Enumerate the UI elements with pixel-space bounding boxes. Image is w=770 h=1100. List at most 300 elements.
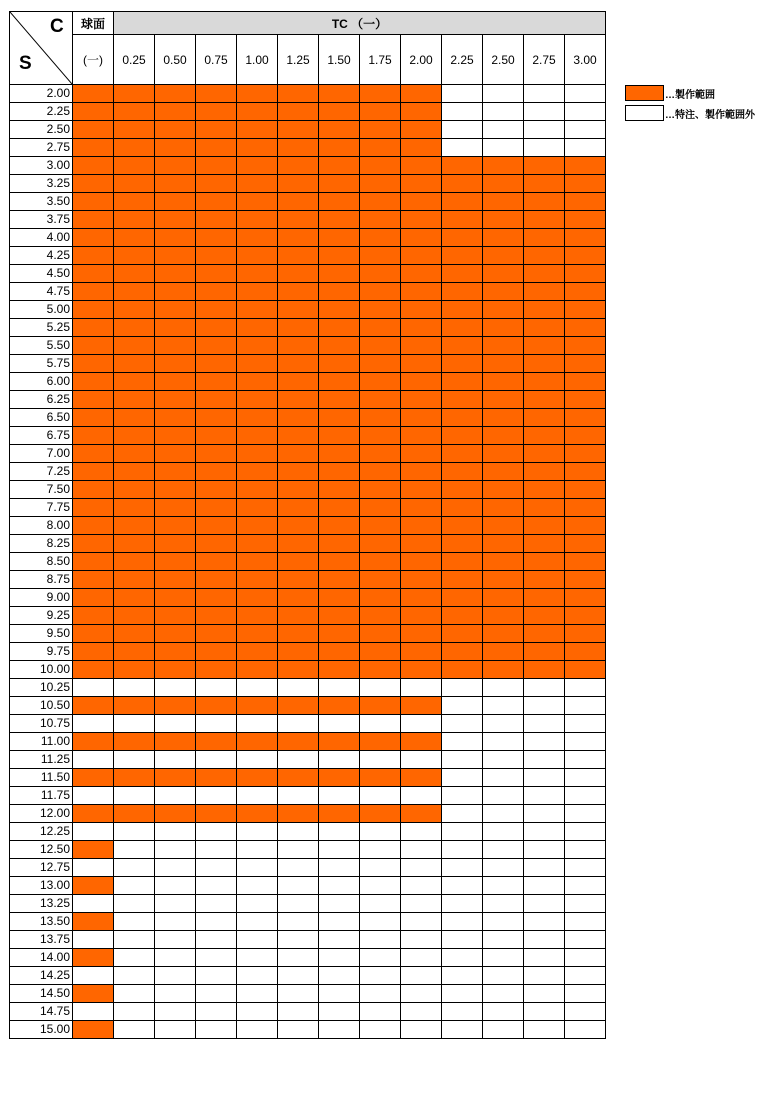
cell-unavailable xyxy=(360,823,401,841)
cell-unavailable xyxy=(237,967,278,985)
cell-unavailable xyxy=(524,697,565,715)
cell-unavailable xyxy=(483,1003,524,1021)
cell-available xyxy=(360,553,401,571)
cell-available xyxy=(483,373,524,391)
cell-unavailable xyxy=(196,931,237,949)
cell-available xyxy=(360,481,401,499)
cell-available xyxy=(401,535,442,553)
availability-table xyxy=(9,11,606,1039)
cell-available xyxy=(278,337,319,355)
cell-unavailable xyxy=(401,787,442,805)
cell-available xyxy=(155,373,196,391)
cell-available xyxy=(442,157,483,175)
cell-unavailable xyxy=(196,1021,237,1039)
cell-available xyxy=(196,499,237,517)
cell-available xyxy=(483,193,524,211)
cell-available xyxy=(401,265,442,283)
cell-unavailable xyxy=(565,121,606,139)
s-value: 13.25 xyxy=(10,895,73,913)
cell-available xyxy=(73,481,114,499)
cell-available xyxy=(483,355,524,373)
cell-available xyxy=(319,211,360,229)
cell-available xyxy=(401,283,442,301)
tc-column-header: 1.00 xyxy=(237,35,278,85)
cell-unavailable xyxy=(483,679,524,697)
cell-available xyxy=(565,463,606,481)
cell-available xyxy=(442,517,483,535)
cell-available xyxy=(401,157,442,175)
cell-unavailable xyxy=(524,769,565,787)
cell-available xyxy=(401,193,442,211)
cell-available xyxy=(278,211,319,229)
cell-available xyxy=(73,769,114,787)
spherical-value: (一) xyxy=(73,35,114,85)
cell-available xyxy=(483,463,524,481)
cell-unavailable xyxy=(524,805,565,823)
table-row xyxy=(10,85,606,103)
cell-unavailable xyxy=(155,1003,196,1021)
cell-available xyxy=(360,301,401,319)
cell-available xyxy=(278,355,319,373)
cell-available xyxy=(319,337,360,355)
cell-available xyxy=(237,139,278,157)
tc-header: TC （一） xyxy=(114,12,606,35)
cell-available xyxy=(442,499,483,517)
cell-available xyxy=(442,625,483,643)
cell-available xyxy=(114,589,155,607)
cell-available xyxy=(278,193,319,211)
cell-unavailable xyxy=(319,949,360,967)
cell-available xyxy=(196,409,237,427)
cell-available xyxy=(237,337,278,355)
cell-available xyxy=(319,373,360,391)
cell-available xyxy=(319,697,360,715)
cell-available xyxy=(360,571,401,589)
cell-available xyxy=(237,805,278,823)
cell-available xyxy=(524,463,565,481)
cell-unavailable xyxy=(524,841,565,859)
cell-unavailable xyxy=(401,913,442,931)
cell-unavailable xyxy=(442,769,483,787)
cell-available xyxy=(524,553,565,571)
s-value: 2.00 xyxy=(10,85,73,103)
cell-available xyxy=(565,211,606,229)
cell-available xyxy=(360,355,401,373)
cell-available xyxy=(237,661,278,679)
cell-unavailable xyxy=(237,679,278,697)
cell-available xyxy=(319,319,360,337)
table-row xyxy=(10,769,606,787)
cell-available xyxy=(360,247,401,265)
cell-unavailable xyxy=(524,985,565,1003)
cell-available xyxy=(565,661,606,679)
cell-available xyxy=(73,301,114,319)
cell-available xyxy=(237,535,278,553)
s-value: 10.50 xyxy=(10,697,73,715)
cell-available xyxy=(401,301,442,319)
cell-available xyxy=(237,121,278,139)
cell-unavailable xyxy=(360,967,401,985)
cell-available xyxy=(155,265,196,283)
cell-available xyxy=(114,643,155,661)
cell-available xyxy=(278,409,319,427)
cell-unavailable xyxy=(237,1003,278,1021)
cell-unavailable xyxy=(442,121,483,139)
cell-unavailable xyxy=(524,1021,565,1039)
cell-available xyxy=(565,589,606,607)
cell-unavailable xyxy=(442,805,483,823)
table-row xyxy=(10,841,606,859)
s-value: 15.00 xyxy=(10,1021,73,1039)
cell-unavailable xyxy=(442,85,483,103)
cell-unavailable xyxy=(442,139,483,157)
cell-available xyxy=(442,391,483,409)
cell-unavailable xyxy=(114,949,155,967)
cell-available xyxy=(483,301,524,319)
s-value: 5.25 xyxy=(10,319,73,337)
cell-available xyxy=(278,607,319,625)
cell-available xyxy=(360,589,401,607)
table-row xyxy=(10,157,606,175)
cell-unavailable xyxy=(483,751,524,769)
cell-unavailable xyxy=(483,733,524,751)
cell-unavailable xyxy=(565,913,606,931)
cell-available xyxy=(442,661,483,679)
table-row xyxy=(10,985,606,1003)
cell-available xyxy=(360,283,401,301)
cell-unavailable xyxy=(114,877,155,895)
cell-unavailable xyxy=(319,967,360,985)
cell-unavailable xyxy=(360,1021,401,1039)
cell-available xyxy=(524,481,565,499)
cell-available xyxy=(196,553,237,571)
cell-available xyxy=(73,121,114,139)
cell-available xyxy=(278,805,319,823)
s-value: 8.50 xyxy=(10,553,73,571)
table-row xyxy=(10,643,606,661)
cell-available xyxy=(73,175,114,193)
cell-available xyxy=(196,769,237,787)
s-value: 13.75 xyxy=(10,931,73,949)
cell-available xyxy=(360,607,401,625)
cell-unavailable xyxy=(483,877,524,895)
cell-unavailable xyxy=(401,1021,442,1039)
s-value: 2.25 xyxy=(10,103,73,121)
cell-available xyxy=(524,589,565,607)
cell-unavailable xyxy=(565,733,606,751)
cell-available xyxy=(196,571,237,589)
cell-available xyxy=(114,445,155,463)
table-row xyxy=(10,859,606,877)
cell-available xyxy=(524,175,565,193)
cell-available xyxy=(114,265,155,283)
tc-column-header: 1.25 xyxy=(278,35,319,85)
cell-available xyxy=(360,769,401,787)
cell-unavailable xyxy=(524,139,565,157)
cell-available xyxy=(73,985,114,1003)
cell-available xyxy=(237,85,278,103)
table-row xyxy=(10,931,606,949)
cell-unavailable xyxy=(442,751,483,769)
cell-available xyxy=(565,427,606,445)
cell-unavailable xyxy=(237,841,278,859)
cell-unavailable xyxy=(483,967,524,985)
cell-unavailable xyxy=(196,967,237,985)
cell-unavailable xyxy=(155,787,196,805)
cell-available xyxy=(401,697,442,715)
cell-available xyxy=(196,355,237,373)
cell-available xyxy=(360,157,401,175)
cell-unavailable xyxy=(196,751,237,769)
cell-available xyxy=(319,409,360,427)
cell-unavailable xyxy=(360,859,401,877)
s-value: 11.00 xyxy=(10,733,73,751)
cell-unavailable xyxy=(360,895,401,913)
cell-unavailable xyxy=(483,139,524,157)
cell-available xyxy=(401,103,442,121)
cell-available xyxy=(483,265,524,283)
cell-available xyxy=(155,319,196,337)
cell-available xyxy=(237,373,278,391)
s-value: 14.50 xyxy=(10,985,73,1003)
table-row xyxy=(10,373,606,391)
cell-available xyxy=(196,337,237,355)
cell-unavailable xyxy=(483,931,524,949)
cell-available xyxy=(524,607,565,625)
cell-available xyxy=(524,499,565,517)
cell-available xyxy=(237,589,278,607)
cell-available xyxy=(319,139,360,157)
cell-unavailable xyxy=(483,985,524,1003)
cell-unavailable xyxy=(565,967,606,985)
cell-unavailable xyxy=(483,823,524,841)
cell-unavailable xyxy=(73,823,114,841)
cell-available xyxy=(155,625,196,643)
cell-available xyxy=(401,553,442,571)
cell-available xyxy=(196,193,237,211)
cell-unavailable xyxy=(319,679,360,697)
cell-available xyxy=(278,247,319,265)
cell-available xyxy=(73,733,114,751)
cell-available xyxy=(401,85,442,103)
cell-available xyxy=(319,517,360,535)
cell-available xyxy=(114,409,155,427)
cell-available xyxy=(483,229,524,247)
cell-available xyxy=(360,373,401,391)
cell-available xyxy=(155,589,196,607)
cell-available xyxy=(319,625,360,643)
cell-available xyxy=(565,373,606,391)
cell-available xyxy=(401,571,442,589)
cell-available xyxy=(524,625,565,643)
cell-unavailable xyxy=(237,931,278,949)
cell-available xyxy=(319,229,360,247)
cell-available xyxy=(442,427,483,445)
cell-unavailable xyxy=(565,805,606,823)
table-row xyxy=(10,247,606,265)
cell-unavailable xyxy=(237,949,278,967)
table-row xyxy=(10,103,606,121)
cell-available xyxy=(565,319,606,337)
cell-unavailable xyxy=(196,841,237,859)
cell-available xyxy=(483,481,524,499)
cell-available xyxy=(565,607,606,625)
table-row xyxy=(10,751,606,769)
cell-unavailable xyxy=(401,931,442,949)
cell-available xyxy=(524,247,565,265)
cell-available xyxy=(401,463,442,481)
cell-unavailable xyxy=(278,895,319,913)
s-axis-label: S xyxy=(19,53,32,74)
cell-available xyxy=(196,319,237,337)
cell-unavailable xyxy=(360,985,401,1003)
cell-available xyxy=(237,499,278,517)
cell-unavailable xyxy=(278,967,319,985)
cell-unavailable xyxy=(196,823,237,841)
cell-available xyxy=(524,517,565,535)
s-value: 2.50 xyxy=(10,121,73,139)
cell-unavailable xyxy=(401,679,442,697)
tc-column-header: 0.75 xyxy=(196,35,237,85)
cell-unavailable xyxy=(524,121,565,139)
cell-available xyxy=(237,445,278,463)
s-value: 5.75 xyxy=(10,355,73,373)
cell-available xyxy=(401,607,442,625)
cell-unavailable xyxy=(155,949,196,967)
cell-unavailable xyxy=(319,751,360,769)
cell-available xyxy=(196,265,237,283)
cell-available xyxy=(237,283,278,301)
cell-available xyxy=(155,535,196,553)
cell-available xyxy=(278,625,319,643)
s-value: 6.50 xyxy=(10,409,73,427)
cell-unavailable xyxy=(319,715,360,733)
cell-unavailable xyxy=(483,913,524,931)
cell-available xyxy=(155,121,196,139)
cell-unavailable xyxy=(524,1003,565,1021)
table-row xyxy=(10,571,606,589)
table-row xyxy=(10,823,606,841)
cell-unavailable xyxy=(114,931,155,949)
cell-unavailable xyxy=(278,949,319,967)
cell-unavailable xyxy=(565,1021,606,1039)
cell-unavailable xyxy=(565,931,606,949)
cell-available xyxy=(401,517,442,535)
cell-unavailable xyxy=(237,985,278,1003)
cell-available xyxy=(196,535,237,553)
cell-available xyxy=(114,139,155,157)
cell-available xyxy=(442,193,483,211)
table-row xyxy=(10,607,606,625)
cell-available xyxy=(278,121,319,139)
cell-available xyxy=(401,589,442,607)
table-row xyxy=(10,463,606,481)
cell-available xyxy=(73,193,114,211)
s-value: 12.50 xyxy=(10,841,73,859)
cell-available xyxy=(319,301,360,319)
cell-available xyxy=(73,247,114,265)
table-row xyxy=(10,517,606,535)
cell-available xyxy=(319,481,360,499)
cell-unavailable xyxy=(319,931,360,949)
cell-unavailable xyxy=(360,751,401,769)
cell-available xyxy=(319,355,360,373)
s-value: 10.75 xyxy=(10,715,73,733)
s-value: 8.25 xyxy=(10,535,73,553)
cell-available xyxy=(114,175,155,193)
cell-available xyxy=(237,463,278,481)
cell-available xyxy=(237,229,278,247)
cell-available xyxy=(319,85,360,103)
s-value: 3.75 xyxy=(10,211,73,229)
cell-available xyxy=(237,211,278,229)
s-value: 7.75 xyxy=(10,499,73,517)
cell-available xyxy=(196,625,237,643)
cell-unavailable xyxy=(319,787,360,805)
table-row xyxy=(10,499,606,517)
cell-unavailable xyxy=(442,733,483,751)
cell-unavailable xyxy=(319,877,360,895)
cell-available xyxy=(278,175,319,193)
cell-unavailable xyxy=(565,697,606,715)
cell-available xyxy=(155,157,196,175)
cell-available xyxy=(155,661,196,679)
cell-available xyxy=(237,175,278,193)
table-row xyxy=(10,949,606,967)
cell-available xyxy=(237,157,278,175)
table-row xyxy=(10,355,606,373)
cell-unavailable xyxy=(483,715,524,733)
cell-unavailable xyxy=(114,895,155,913)
table-row xyxy=(10,211,606,229)
cell-available xyxy=(278,733,319,751)
s-value: 5.50 xyxy=(10,337,73,355)
cell-available xyxy=(73,607,114,625)
cell-unavailable xyxy=(278,751,319,769)
cell-available xyxy=(155,283,196,301)
cell-available xyxy=(401,319,442,337)
cell-unavailable xyxy=(483,85,524,103)
cell-available xyxy=(278,571,319,589)
table-row xyxy=(10,1021,606,1039)
cell-unavailable xyxy=(360,877,401,895)
cell-unavailable xyxy=(237,913,278,931)
cell-available xyxy=(360,661,401,679)
cell-unavailable xyxy=(565,103,606,121)
cell-available xyxy=(524,643,565,661)
cell-unavailable xyxy=(278,985,319,1003)
s-value: 7.25 xyxy=(10,463,73,481)
legend-swatch-available xyxy=(625,85,664,101)
cell-unavailable xyxy=(360,1003,401,1021)
cell-available xyxy=(73,463,114,481)
cell-available xyxy=(155,445,196,463)
cell-available xyxy=(360,409,401,427)
cell-available xyxy=(114,301,155,319)
cell-available xyxy=(114,607,155,625)
legend-swatch-special xyxy=(625,105,664,121)
cell-unavailable xyxy=(442,823,483,841)
cell-available xyxy=(114,103,155,121)
cell-unavailable xyxy=(565,715,606,733)
cell-available xyxy=(319,733,360,751)
cell-unavailable xyxy=(155,1021,196,1039)
cell-available xyxy=(237,247,278,265)
cell-available xyxy=(442,211,483,229)
cell-available xyxy=(196,607,237,625)
s-value: 6.00 xyxy=(10,373,73,391)
cell-unavailable xyxy=(278,1003,319,1021)
